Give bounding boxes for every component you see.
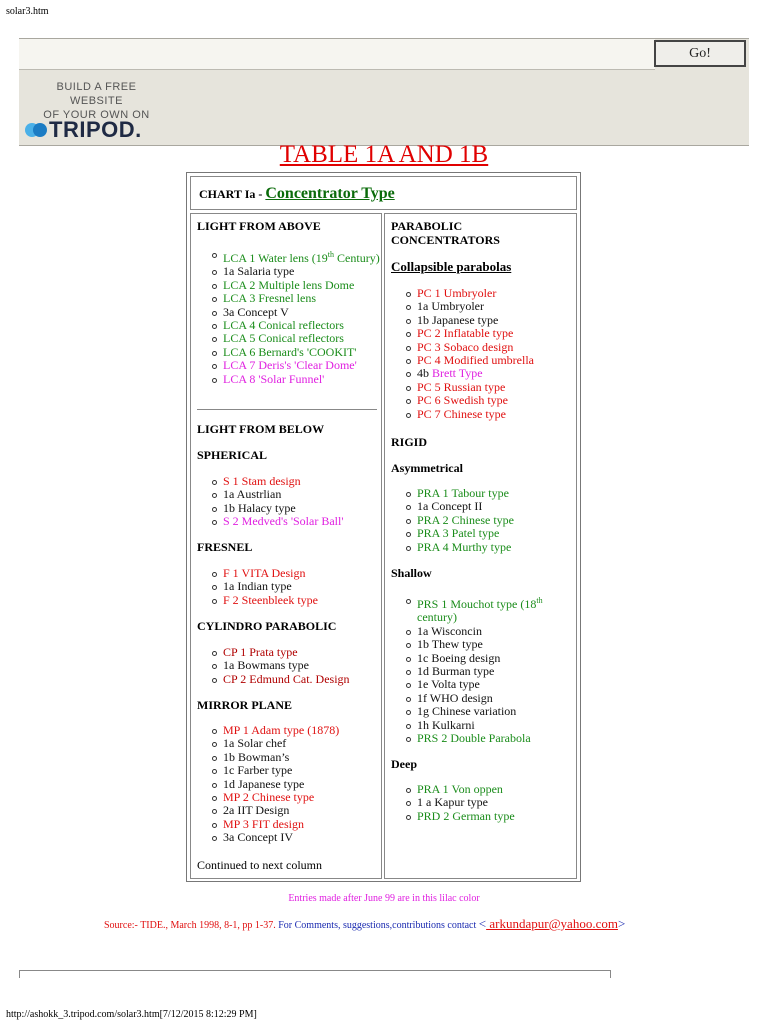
chart-type-title: Concentrator Type bbox=[265, 185, 395, 202]
list-item bbox=[385, 783, 576, 796]
list-item-text: 2a IIT Design bbox=[223, 803, 290, 818]
list-item-text: 1a Solar chef bbox=[223, 736, 287, 751]
email-link[interactable]: arkundapur@yahoo.com bbox=[486, 916, 618, 931]
list-item bbox=[191, 646, 381, 659]
list-item bbox=[385, 705, 576, 718]
list-item-text: 3a Concept V bbox=[223, 304, 289, 319]
list-item bbox=[385, 367, 576, 380]
tripod-promo-text[interactable] bbox=[29, 80, 164, 122]
list-item bbox=[385, 408, 576, 421]
list-item bbox=[385, 665, 576, 678]
list-item bbox=[191, 724, 381, 737]
list-item bbox=[191, 292, 381, 305]
section-light-from-below: LIGHT FROM BELOW bbox=[197, 422, 325, 436]
list-item bbox=[191, 791, 381, 804]
list-item-text: 1g Chinese variation bbox=[417, 704, 517, 719]
tripod-logo[interactable] bbox=[25, 117, 142, 143]
list-item-text: PRD 2 German type bbox=[417, 808, 515, 823]
list-item-text: PRA 1 Von oppen bbox=[417, 782, 503, 796]
list-item bbox=[191, 279, 381, 292]
section-collapsible-parabolas: Collapsible parabolas bbox=[391, 259, 512, 274]
list-item-text: 1a Salaria type bbox=[223, 264, 295, 279]
list-item-text: 1a Umbryoler bbox=[417, 299, 484, 314]
list-item-text: PRS 1 Mouchot type (18 bbox=[417, 597, 537, 611]
left-column bbox=[190, 213, 382, 879]
list-shallow bbox=[385, 594, 576, 745]
list-item-text: MP 2 Chinese type bbox=[223, 790, 315, 805]
list-deep bbox=[385, 783, 576, 823]
list-item-text: 1b Halacy type bbox=[223, 500, 296, 515]
section-spherical: SPHERICAL bbox=[197, 448, 268, 462]
section-parabolic-concentrators bbox=[391, 219, 500, 247]
list-light-from-above bbox=[191, 248, 381, 386]
list-item bbox=[191, 306, 381, 319]
go-button[interactable]: Go! bbox=[654, 40, 746, 67]
list-spherical bbox=[191, 475, 381, 529]
list-item bbox=[385, 527, 576, 540]
list-item-text: PRS 2 Double Parabola bbox=[417, 731, 531, 746]
list-item-text: 1a Concept II bbox=[417, 499, 483, 514]
list-cylindro-parabolic bbox=[191, 646, 381, 686]
list-item-text: 1c Boeing design bbox=[417, 650, 501, 665]
list-item bbox=[191, 594, 381, 607]
list-item-lilac-text: Brett Type bbox=[432, 366, 483, 381]
list-item bbox=[385, 381, 576, 394]
list-item-text: 1a Wisconcin bbox=[417, 623, 482, 638]
list-item-superscript: th bbox=[327, 250, 335, 259]
list-item-text: LCA 5 Conical reflectors bbox=[223, 331, 344, 346]
list-item-text: LCA 6 Bernard's 'COOKIT' bbox=[223, 344, 357, 359]
continued-note: Continued to next column bbox=[197, 858, 322, 872]
list-item-text: LCA 8 'Solar Funnel' bbox=[223, 371, 325, 386]
list-item-text: CP 2 Edmund Cat. Design bbox=[223, 671, 350, 686]
list-item-text: PC 7 Chinese type bbox=[417, 406, 506, 421]
email-open-bracket: < bbox=[478, 916, 487, 931]
list-item bbox=[385, 732, 576, 745]
list-item-text: F 2 Steenbleek type bbox=[223, 592, 318, 607]
tripod-logo-icon-secondary bbox=[33, 123, 47, 137]
list-item-text: 4b bbox=[417, 366, 432, 381]
list-item bbox=[191, 488, 381, 501]
email-close-bracket: > bbox=[617, 916, 626, 931]
list-item bbox=[385, 300, 576, 313]
list-item-text: 1e Volta type bbox=[417, 677, 480, 692]
list-item bbox=[385, 719, 576, 732]
section-rigid: RIGID bbox=[391, 435, 428, 449]
section-shallow: Shallow bbox=[391, 566, 432, 580]
list-item bbox=[191, 764, 381, 777]
list-item-text: LCA 7 Deris's 'Clear Dome' bbox=[223, 358, 357, 373]
list-item-text: 1b Bowman’s bbox=[223, 749, 290, 764]
column-divider bbox=[197, 409, 377, 410]
lilac-color-note: Entries made after June 99 are in this lilac color bbox=[288, 893, 480, 904]
list-item bbox=[191, 580, 381, 593]
pdf-footer-url: http://ashokk_3.tripod.com/solar3.htm[7/12/2015 8:12:29 PM] bbox=[6, 1009, 257, 1020]
list-item bbox=[191, 567, 381, 580]
tripod-logo-text: TRIPOD. bbox=[49, 117, 142, 142]
right-column bbox=[384, 213, 577, 879]
list-collapsible-parabolas bbox=[385, 287, 576, 421]
list-item bbox=[385, 394, 576, 407]
list-item bbox=[385, 652, 576, 665]
list-item-superscript: th bbox=[536, 596, 543, 605]
list-item bbox=[191, 359, 381, 372]
list-item bbox=[191, 751, 381, 764]
promo-line-1: BUILD A FREE WEBSITE bbox=[56, 81, 137, 107]
list-item bbox=[191, 319, 381, 332]
list-item bbox=[191, 673, 381, 686]
list-item-text: MP 3 FIT design bbox=[223, 816, 305, 831]
list-item bbox=[385, 796, 576, 809]
list-item-text: LCA 4 Conical reflectors bbox=[223, 318, 344, 333]
source-line bbox=[104, 916, 625, 932]
section-asymmetrical: Asymmetrical bbox=[391, 461, 463, 475]
list-item bbox=[385, 678, 576, 691]
list-item bbox=[191, 737, 381, 750]
section-deep: Deep bbox=[391, 757, 417, 771]
list-item-text: 3a Concept IV bbox=[223, 830, 293, 845]
list-item bbox=[191, 373, 381, 386]
list-item bbox=[191, 818, 381, 831]
parabolic-line-1: PARABOLIC bbox=[391, 219, 463, 233]
list-item-text: PRA 3 Patel type bbox=[417, 526, 500, 541]
list-item-text: 1a Indian type bbox=[223, 579, 292, 594]
list-item-tail: century) bbox=[417, 610, 457, 625]
list-item-text: PRA 1 Tabour type bbox=[417, 486, 509, 500]
list-item-text: PRA 4 Murthy type bbox=[417, 539, 512, 554]
list-item bbox=[385, 500, 576, 513]
list-item bbox=[191, 831, 381, 844]
list-item-text: CP 1 Prata type bbox=[223, 645, 298, 659]
pdf-header-filename: solar3.htm bbox=[6, 6, 49, 17]
list-item-text: 1b Thew type bbox=[417, 637, 483, 652]
list-item-text: 1h Kulkarni bbox=[417, 717, 475, 732]
section-fresnel: FRESNEL bbox=[197, 540, 253, 554]
list-item-text: PC 3 Sobaco design bbox=[417, 339, 514, 354]
list-item-text: 1c Farber type bbox=[223, 763, 293, 778]
list-item bbox=[191, 346, 381, 359]
chart-label: CHART Ia - bbox=[199, 187, 266, 201]
list-item bbox=[385, 541, 576, 554]
list-item-text: 1f WHO design bbox=[417, 690, 493, 705]
list-item-text: 1a Bowmans type bbox=[223, 658, 309, 673]
list-item bbox=[385, 314, 576, 327]
list-item bbox=[191, 475, 381, 488]
list-item bbox=[385, 594, 576, 625]
list-fresnel bbox=[191, 567, 381, 607]
list-item-text: F 1 VITA Design bbox=[223, 566, 306, 580]
list-item-text: PC 5 Russian type bbox=[417, 379, 506, 394]
list-item bbox=[191, 804, 381, 817]
section-light-from-above: LIGHT FROM ABOVE bbox=[197, 219, 321, 233]
list-item bbox=[385, 327, 576, 340]
list-item-text: 1 a Kapur type bbox=[417, 795, 488, 810]
tripod-banner bbox=[19, 38, 749, 146]
list-item-text: PRA 2 Chinese type bbox=[417, 512, 515, 527]
source-citation: Source:- TIDE., March 1998, 8-1, pp 1-37. bbox=[104, 920, 279, 931]
list-item bbox=[385, 514, 576, 527]
chart-heading bbox=[199, 185, 395, 203]
list-item-tail: Century) bbox=[334, 251, 380, 265]
list-item bbox=[385, 287, 576, 300]
list-item bbox=[191, 778, 381, 791]
list-item-text: PC 6 Swedish type bbox=[417, 393, 509, 408]
list-item bbox=[191, 659, 381, 672]
list-item bbox=[385, 638, 576, 651]
list-item-text: 1d Japanese type bbox=[223, 776, 305, 791]
list-item bbox=[385, 341, 576, 354]
page-title: TABLE 1A AND 1B bbox=[279, 141, 489, 168]
section-mirror-plane: MIRROR PLANE bbox=[197, 698, 292, 712]
chart-header bbox=[190, 176, 577, 210]
list-item-text: 1b Japanese type bbox=[417, 312, 499, 327]
list-item-text: PC 2 Inflatable type bbox=[417, 326, 514, 341]
parabolic-line-2: CONCENTRATORS bbox=[391, 233, 500, 247]
list-item-text: LCA 1 Water lens (19 bbox=[223, 251, 328, 265]
list-item bbox=[191, 265, 381, 278]
list-item-text: S 2 Medved's 'Solar Ball' bbox=[223, 514, 344, 529]
list-item bbox=[191, 515, 381, 528]
list-item bbox=[191, 332, 381, 345]
bottom-frame-edge bbox=[19, 970, 611, 978]
list-mirror-plane bbox=[191, 724, 381, 845]
list-item bbox=[385, 487, 576, 500]
list-item-text: LCA 3 Fresnel lens bbox=[223, 291, 316, 306]
list-item-text: PC 1 Umbryoler bbox=[417, 286, 497, 300]
comments-text: For Comments, suggestions,contributions contact bbox=[278, 920, 479, 931]
list-item-text: PC 4 Modified umbrella bbox=[417, 353, 534, 368]
list-item-text: 1d Burman type bbox=[417, 664, 495, 679]
tripod-search-bar[interactable] bbox=[19, 39, 655, 70]
list-item bbox=[191, 248, 381, 265]
list-item-text: LCA 2 Multiple lens Dome bbox=[223, 277, 355, 292]
list-item bbox=[385, 810, 576, 823]
section-cylindro-parabolic: CYLINDRO PARABOLIC bbox=[197, 619, 337, 633]
list-item-text: 1a Austrlian bbox=[223, 487, 282, 502]
list-item-text: S 1 Stam design bbox=[223, 474, 301, 488]
list-item bbox=[191, 502, 381, 515]
list-item-text: MP 1 Adam type (1878) bbox=[223, 723, 340, 737]
list-item bbox=[385, 354, 576, 367]
list-item bbox=[385, 692, 576, 705]
chart-table bbox=[186, 172, 581, 882]
promo-line-2: OF YOUR OWN ON bbox=[43, 109, 150, 121]
list-asymmetrical bbox=[385, 487, 576, 554]
list-item bbox=[385, 625, 576, 638]
